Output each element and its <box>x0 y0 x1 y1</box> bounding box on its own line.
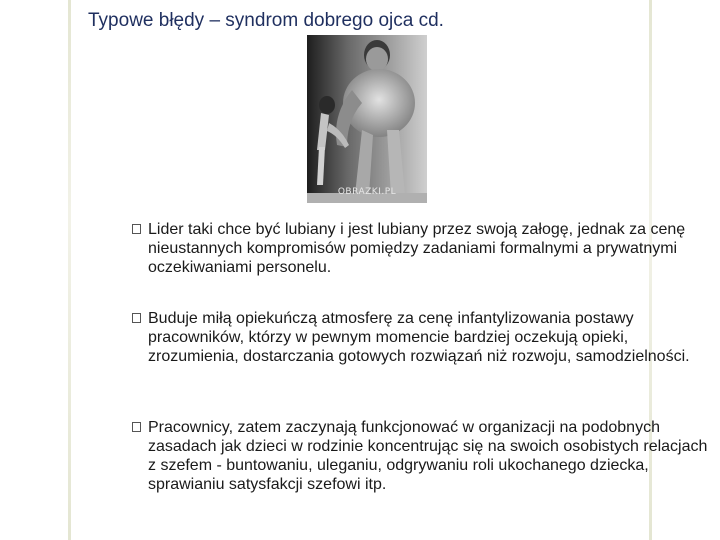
photo-watermark: OBRAZKI.PL <box>337 187 397 197</box>
photo-illustration <box>307 35 427 203</box>
bullet-text: Lider taki chce być lubiany i jest lubiany przez swoją załogę, jednak za cenę nieustannych kompromisów pomiędzy zadaniami formalnymi a prywatnymi oczekiwaniami personelu. <box>148 221 686 276</box>
bullet-item <box>132 309 712 366</box>
bullet-item <box>132 220 712 277</box>
bullet-text: Pracownicy, zatem zaczynają funkcjonować w organizacji na podobnych zasadach jak dzieci w rodzinie koncentrując się na swoich osobistych relacjach z szefem - buntowaniu, uleganiu, odgrywaniu roli ukochanego dziecka, sprawianiu satysfakcji szefowi itp. <box>148 419 708 493</box>
bullet-item <box>132 418 712 494</box>
slide-left-border <box>68 0 71 540</box>
bullet-marker-icon <box>132 313 141 323</box>
bullet-marker-icon <box>132 422 141 432</box>
bullet-text: Buduje miłą opiekuńczą atmosferę za cenę infantylizowania postawy pracowników, którzy w pewnym momencie bardziej oczekują opieki, zrozumienia, dostarczania gotowych rozwiązań niż rozwoju, samodzielności. <box>148 310 690 365</box>
sumo-photo <box>307 35 427 203</box>
bullet-marker-icon <box>132 224 141 234</box>
slide-title: Typowe błędy – syndrom dobrego ojca cd. <box>88 10 444 31</box>
